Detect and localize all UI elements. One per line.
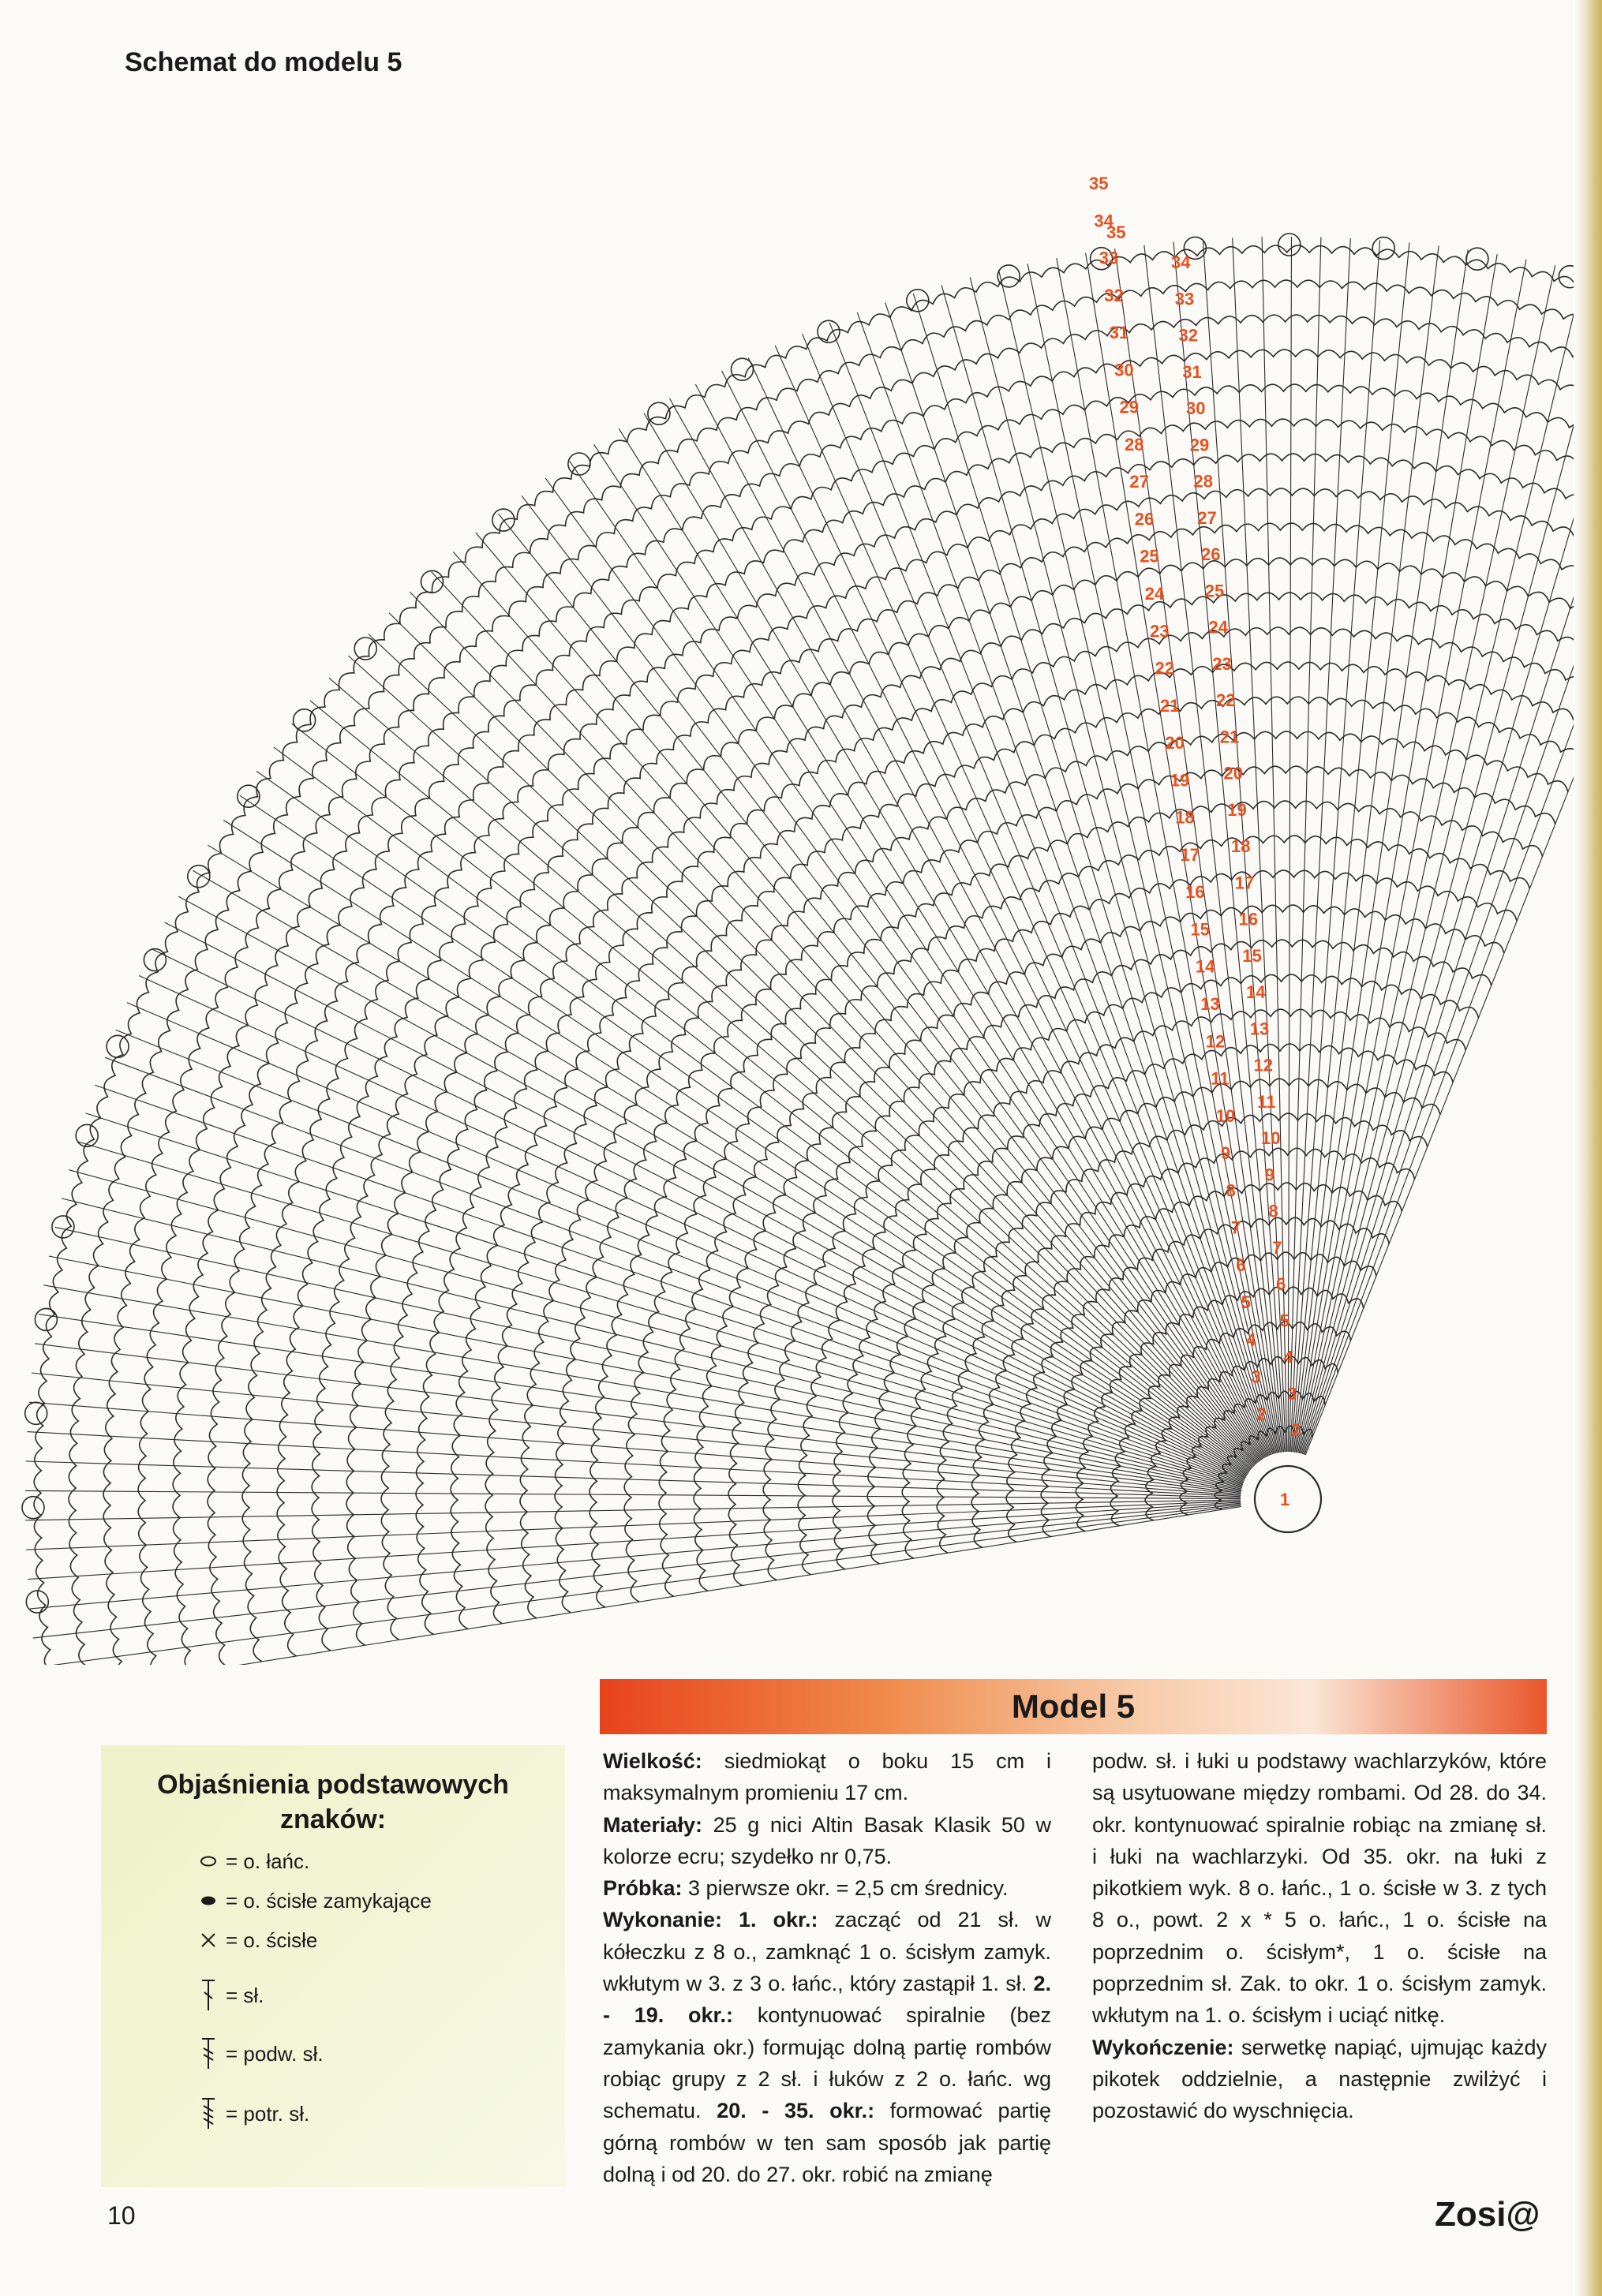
instruction-paragraph [1092,1745,1547,2032]
round-number-label: 18 [1231,836,1251,856]
round-number-label: 19 [1170,770,1190,791]
round-number-label: 9 [1264,1165,1275,1185]
round-number-label: 23 [1150,621,1170,641]
round-number-label: 1 [1280,1490,1290,1509]
instructions-column-1 [603,1745,1051,2190]
round-number-label: 27 [1129,472,1149,492]
round-number-label: 31 [1109,323,1129,343]
round-number-label: 31 [1182,361,1202,382]
round-number-label: 20 [1223,763,1243,783]
round-number-label: 15 [1242,945,1262,966]
round-number-label: 30 [1114,360,1134,380]
instruction-paragraph [603,1809,1051,1873]
round-number-label: 28 [1125,434,1144,454]
legend-item-chain [196,1842,309,1881]
treble-crochet-icon [196,2034,221,2074]
round-number-label: 19 [1227,799,1247,820]
instruction-text: 3 pierwsze okr. = 2,5 cm średnicy. [682,1876,1009,1901]
binding-edge [1574,0,1602,2296]
round-number-label: 3 [1287,1383,1297,1404]
round-number-label: 13 [1200,994,1220,1014]
legend-text: = sł. [226,1983,264,2007]
model-title: Model 5 [1011,1688,1136,1725]
round-number-label: 4 [1283,1347,1293,1367]
instruction-label: Wielkość: [603,1749,702,1773]
instruction-text: formować partię górną rombów w ten sam sposób jak partię dolną i od 20. do 27. okr. robić na zmianę [603,2099,1051,2186]
round-number-label: 26 [1201,544,1221,564]
round-number-label: 20 [1165,733,1185,753]
legend-item-double [196,1976,264,2015]
instruction-label: Materiały: [603,1812,703,1837]
round-number-label: 11 [1211,1068,1230,1089]
round-number-label: 3 [1251,1367,1261,1387]
slip-stitch-icon [196,1881,221,1920]
instruction-label: Próbka: [603,1876,683,1901]
round-number-label: 12 [1205,1031,1226,1052]
round-number-label: 32 [1104,285,1124,305]
round-number-label: 12 [1253,1055,1273,1075]
instruction-label: 2. - 19. okr.: [603,1972,1051,2028]
instruction-label: Wykonanie: 1. okr.: [603,1908,818,1932]
round-number-label: 4 [1246,1329,1256,1350]
instruction-paragraph [1092,2032,1547,2127]
round-number-label: 25 [1204,581,1225,601]
round-number-label: 35 [1106,222,1126,242]
legend-text: = o. łańc. [226,1849,310,1873]
round-number-label: 29 [1119,397,1139,417]
round-number-label: 5 [1279,1311,1290,1331]
chart-lines [22,234,1574,1665]
instruction-paragraph [603,1745,1051,1809]
round-number-label: 8 [1268,1201,1278,1221]
instruction-text: zacząć od 21 sł. w kółeczku z 8 o., zamknąć 1 o. ścisłym zamyk. wkłutym w 3. z 3 o. łańc., który zastąpił 1. sł. [603,1908,1051,1996]
legend-text: = potr. sł. [226,2101,310,2126]
crochet-chart [0,95,1574,1665]
legend-text: = podw. sł. [226,2041,324,2066]
page-title: Schemat do modelu 5 [125,47,402,77]
round-number-label: 6 [1276,1274,1286,1294]
instruction-label: 20. - 35. okr.: [717,2099,875,2123]
legend-text: = o. ścisłe zamykające [226,1888,432,1913]
round-number-label: 2 [1256,1404,1267,1424]
round-number-label: 21 [1159,695,1180,716]
instruction-label: Wykończenie: [1092,2035,1234,2059]
round-number-label: 17 [1180,844,1200,865]
instructions-column-2 [1092,1745,1547,2127]
instruction-paragraph [603,1872,1051,1904]
round-number-label: 26 [1134,509,1155,529]
round-number-label: 34 [1094,211,1114,231]
round-number-label: 33 [1099,248,1119,268]
round-number-label: 14 [1195,956,1215,977]
round-number-label: 27 [1197,507,1217,528]
signature: Zosi@ [1435,2195,1540,2234]
instruction-text: siedmiokąt o boku 15 cm i maksymalnym promieniu 17 cm. [603,1749,1051,1805]
instruction-paragraph [603,1904,1051,2190]
round-number-label: 13 [1249,1019,1270,1039]
legend-title: Objaśnienia podstawowych znaków: [157,1770,509,1834]
round-number-label: 16 [1238,909,1258,929]
instruction-text: serwetkę napiąć, ujmując każdy pikotek oddzielnie, a następnie zwilżyć i pozostawić do wyschnięcia. [1092,2035,1547,2123]
round-number-label: 32 [1178,325,1198,346]
double-treble-icon [196,2094,221,2133]
instruction-text: podw. sł. i łuki u podstawy wachlarzyków, które są usytuowane między rombami. Od 28. do 34. okr. kontynuować spiralnie robiąc na zmianę sł. i łuki na wachlarzyki. Od 35. okr. na łuki z pikotkiem wyk. 8 o. łańc., 1 o. ścisłe w 3. z tych 8 o., powt. 2 x * 5 o. łańc., 1 o. ścisłe na poprzednim o. ścisłym*, 1 o. ścisłe na poprzednim sł. Zak. to okr. 1 o. ścisłym zamyk. wkłutym na 1. o. ścisłym i uciąć nitkę. [1092,1749,1547,2028]
legend-text: = o. ścisłe [226,1928,318,1952]
round-number-label: 22 [1216,690,1236,710]
round-number-label: 5 [1241,1292,1251,1313]
legend-item-treble [196,2034,324,2074]
round-number-label: 30 [1186,398,1206,418]
legend-item-single [196,1920,317,1960]
single-crochet-icon [196,1920,221,1960]
round-number-label: 15 [1190,919,1210,940]
page-number: 10 [107,2201,136,2230]
round-number-label: 8 [1226,1180,1236,1201]
legend-box [101,1745,565,2187]
round-number-label: 33 [1174,289,1195,309]
round-number-label: 10 [1261,1128,1281,1148]
instruction-text: 25 g nici Altin Basak Klasik 50 w kolorze ecru; szydełko nr 0,75. [603,1812,1051,1868]
round-number-label: 34 [1171,252,1191,272]
round-number-label: 25 [1140,546,1159,567]
round-number-label: 14 [1246,982,1266,1002]
round-number-label: 6 [1236,1255,1246,1275]
instruction-text: kontynuować spiralnie (bez zamykania okr.) formując dolną partię rombów robiąc grupy z 2 sł. i łuków z 2 o. łańc. wg schematu. [603,2003,1051,2123]
round-number-label: 7 [1230,1217,1241,1238]
round-number-label: 18 [1175,807,1195,828]
chain-stitch-icon [196,1842,221,1881]
round-number-label: 28 [1193,471,1213,492]
round-number-label: 10 [1215,1105,1236,1126]
round-number-label: 7 [1272,1237,1282,1258]
legend-item-double-treble [196,2094,309,2133]
round-number-label: 35 [1089,174,1109,193]
legend-item-slip [196,1881,432,1920]
round-number-label: 11 [1257,1091,1276,1112]
round-number-label: 23 [1212,653,1232,674]
round-number-label: 17 [1234,873,1255,893]
round-number-label: 22 [1155,658,1174,679]
round-number-label: 24 [1208,617,1228,638]
round-number-label: 21 [1219,727,1240,747]
round-number-label: 29 [1189,435,1210,455]
round-number-label: 16 [1185,882,1205,903]
model-banner [600,1679,1547,1734]
round-number-label: 2 [1291,1420,1301,1440]
round-number-label: 9 [1221,1143,1231,1164]
round-number-label: 24 [1144,584,1165,604]
double-crochet-icon [196,1976,221,2015]
